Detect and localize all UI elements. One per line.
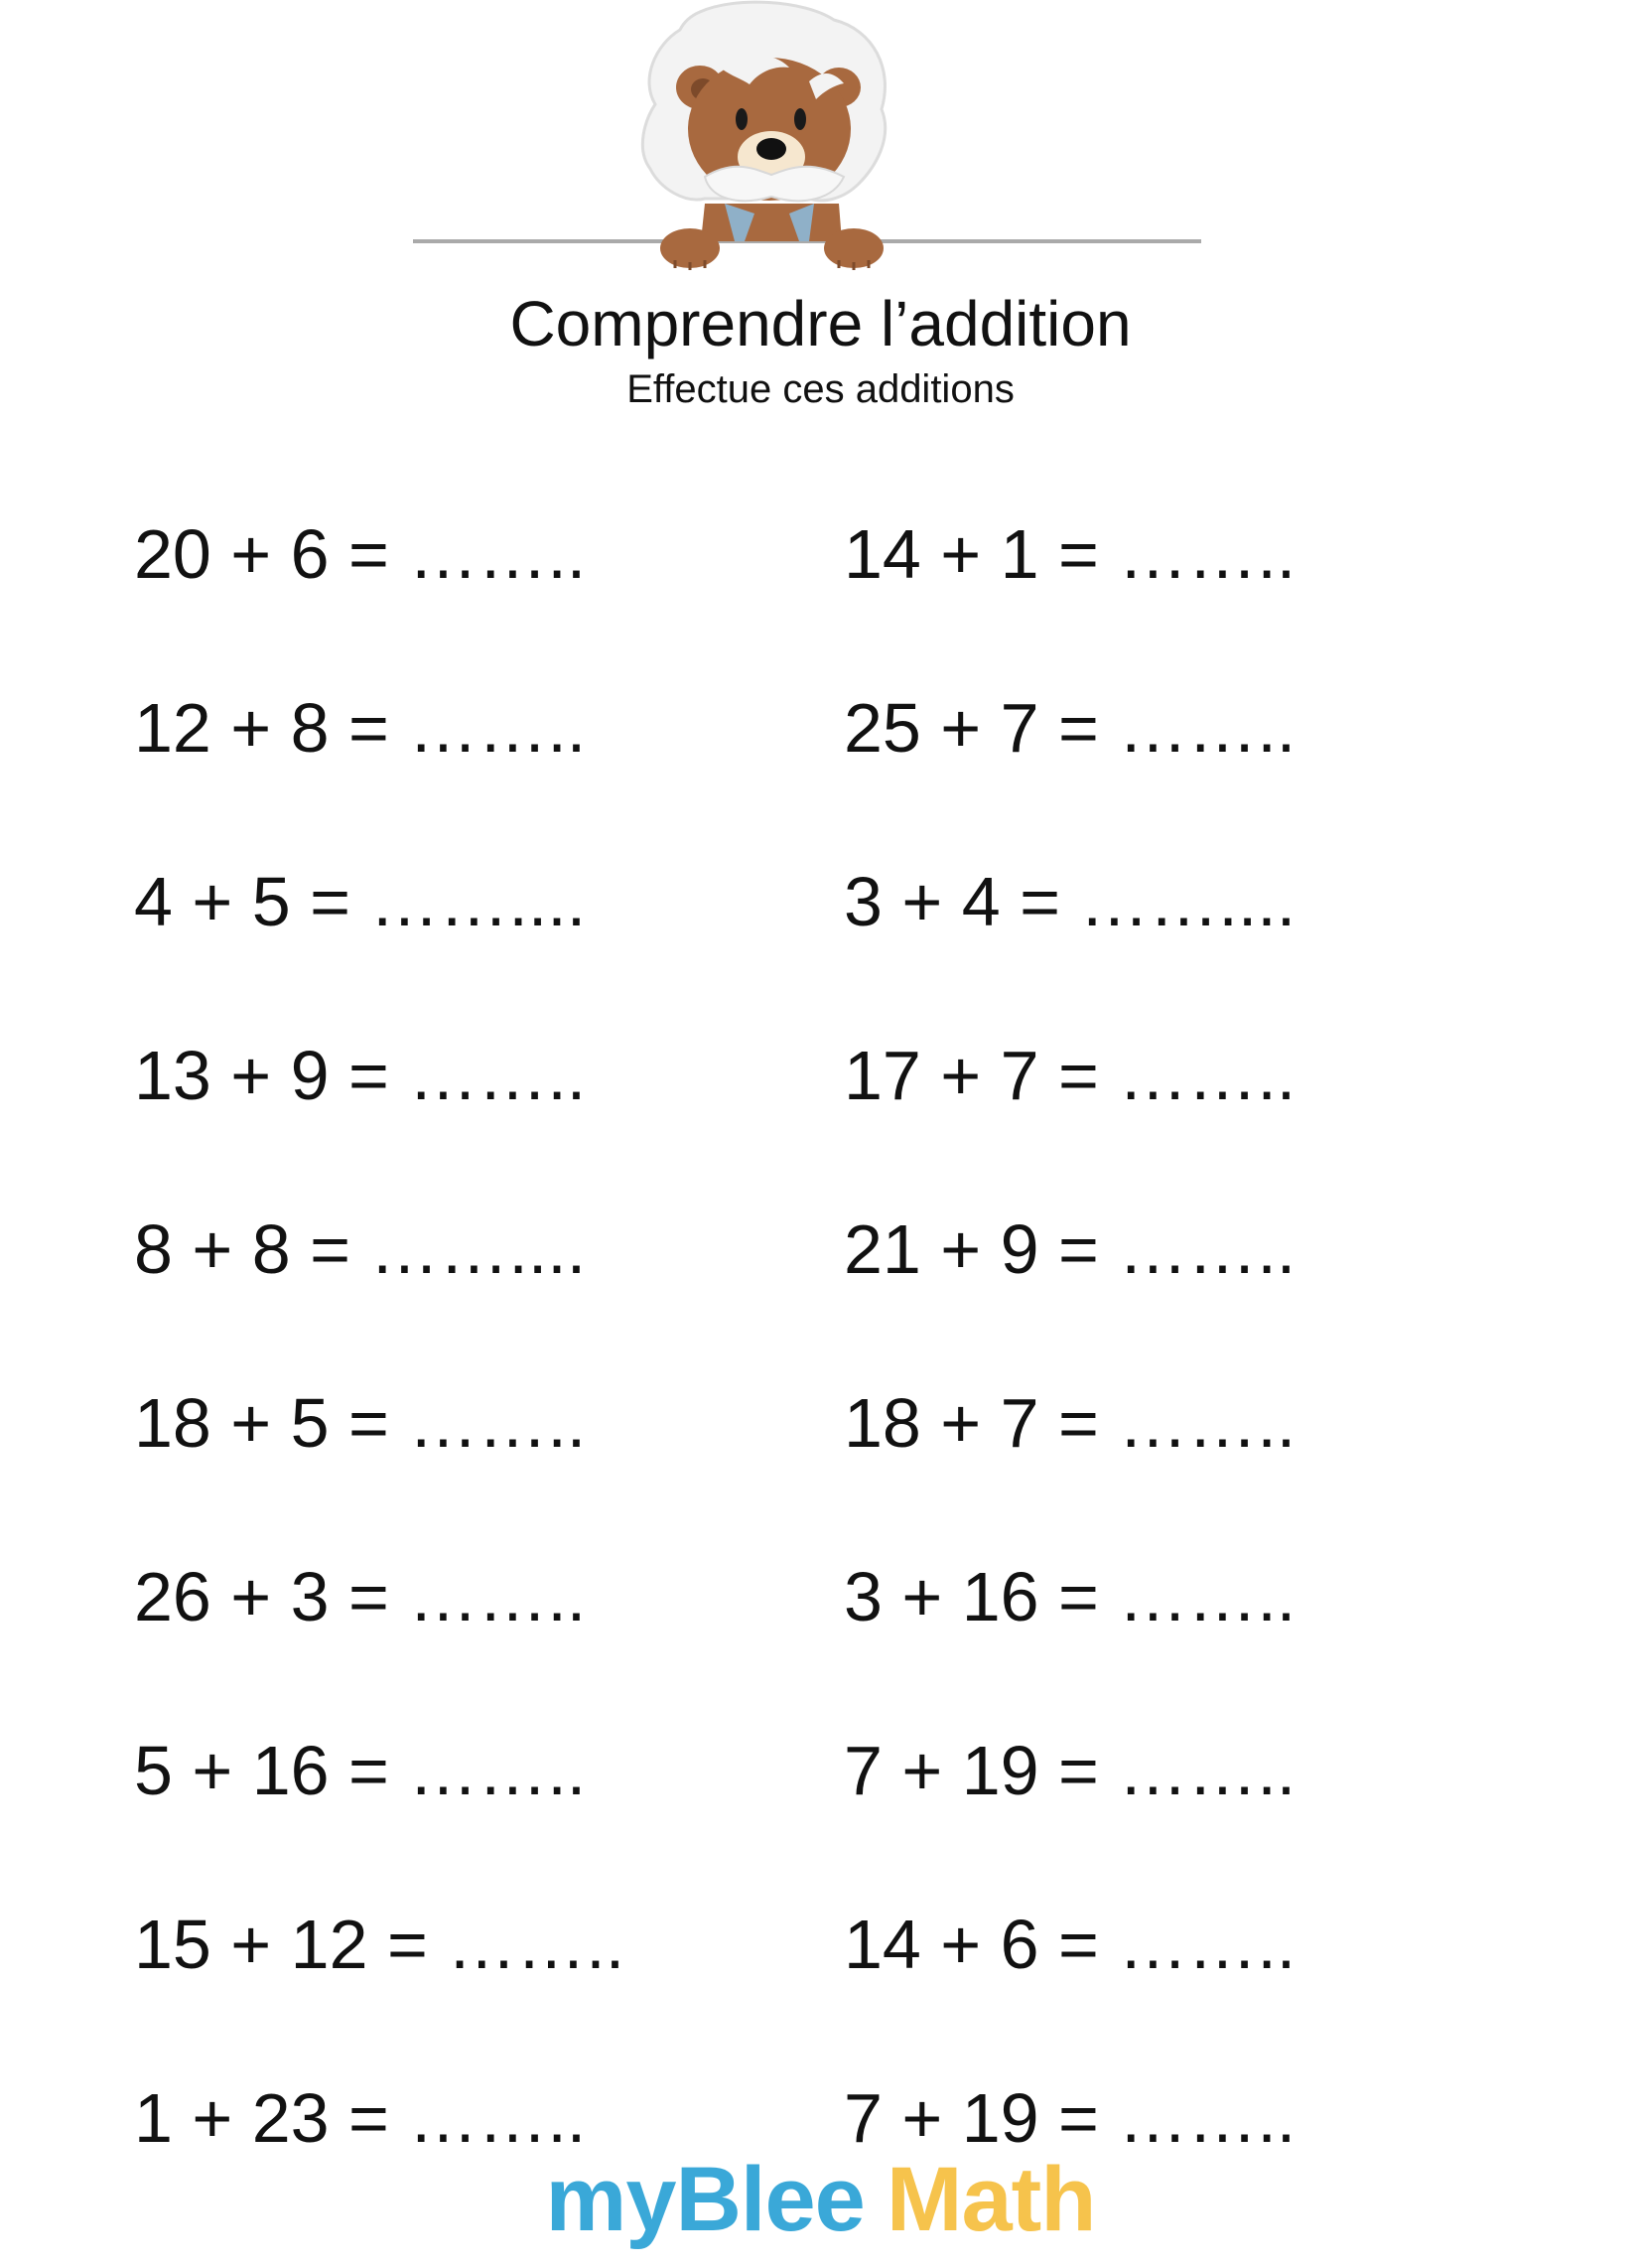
exercise-item: 3 + 4 = …….... (844, 862, 1297, 940)
exercise-row (134, 1162, 1425, 1336)
brand-logo (0, 2145, 1641, 2254)
page-subtitle: Effectue ces additions (626, 367, 1015, 411)
exercise-item: 7 + 19 = …….. (844, 1731, 1297, 1809)
exercise-item: 21 + 9 = …….. (844, 1209, 1297, 1288)
exercise-item: 5 + 16 = …….. (134, 1731, 587, 1809)
brand-logo-part1: myBlee (545, 2149, 865, 2250)
exercise-row (134, 1857, 1425, 2031)
exercise-item: 3 + 16 = …….. (844, 1557, 1297, 1635)
exercise-item: 18 + 7 = …….. (844, 1383, 1297, 1462)
exercise-item: 20 + 6 = …….. (134, 514, 587, 593)
exercise-item: 8 + 8 = …….... (134, 1209, 587, 1288)
brand-logo-part2: Math (886, 2149, 1096, 2250)
exercise-item: 12 + 8 = …….. (134, 688, 587, 767)
page-title: Comprendre l’addition (509, 288, 1132, 359)
exercise-row (134, 1336, 1425, 1509)
exercise-item: 25 + 7 = …….. (844, 688, 1297, 767)
exercise-grid (134, 467, 1425, 2204)
exercise-row (134, 467, 1425, 640)
exercise-row (134, 640, 1425, 814)
exercise-item: 13 + 9 = …….. (134, 1036, 587, 1114)
exercise-item: 4 + 5 = …….... (134, 862, 587, 940)
exercise-row (134, 1509, 1425, 1683)
exercise-item: 26 + 3 = …….. (134, 1557, 587, 1635)
exercise-item: 14 + 6 = …….. (844, 1905, 1297, 1983)
exercise-row (134, 988, 1425, 1162)
exercise-row (134, 1683, 1425, 1857)
exercise-row (134, 814, 1425, 988)
exercise-item: 1 + 23 = …….. (134, 2078, 587, 2157)
exercise-item: 18 + 5 = …….. (134, 1383, 587, 1462)
bear-mascot-icon (407, 0, 1236, 273)
exercise-item: 15 + 12 = …….. (134, 1905, 625, 1983)
exercise-item: 7 + 19 = …….. (844, 2078, 1297, 2157)
exercise-item: 17 + 7 = …….. (844, 1036, 1297, 1114)
exercise-item: 14 + 1 = …….. (844, 514, 1297, 593)
